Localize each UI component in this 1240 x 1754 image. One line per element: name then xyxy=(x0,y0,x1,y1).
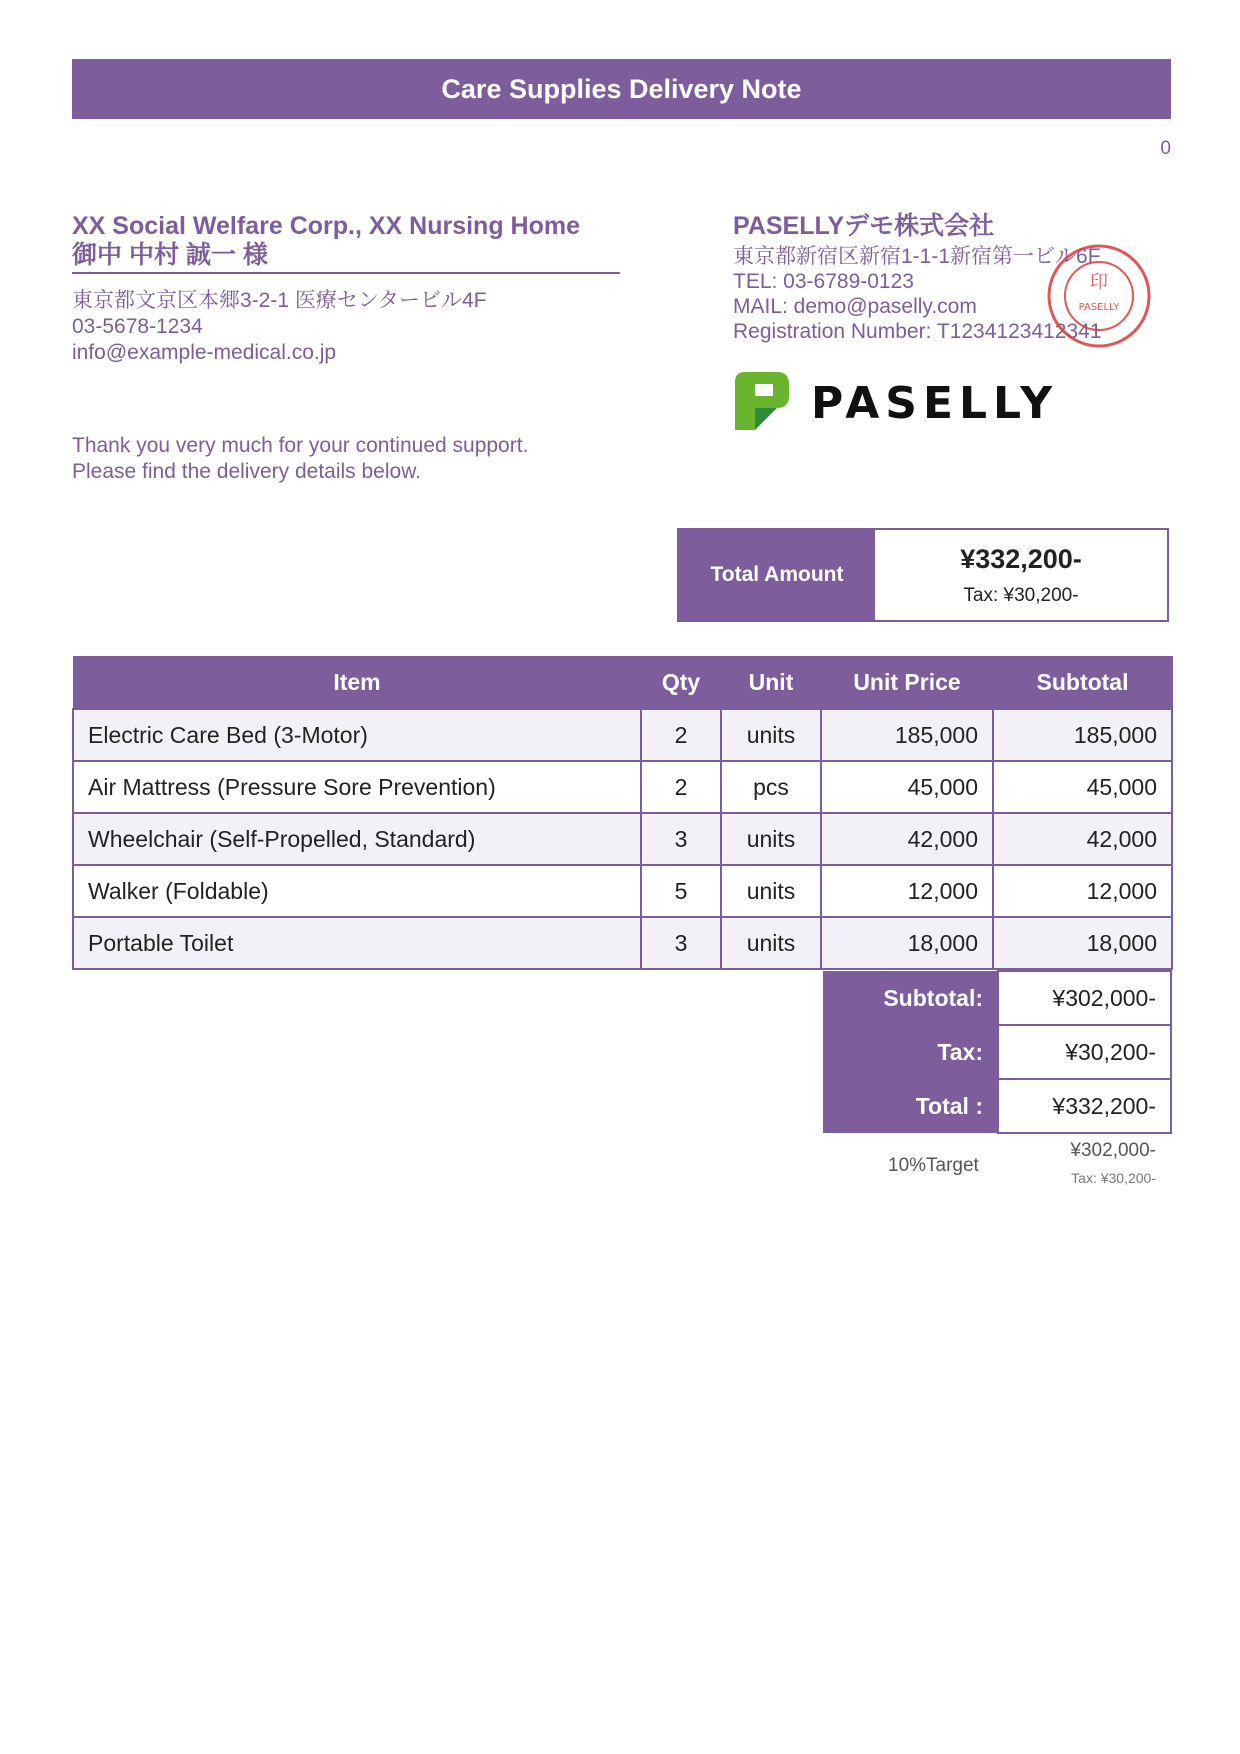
table-header-row xyxy=(73,656,1172,709)
summary-tax-label: Tax: xyxy=(823,1025,998,1079)
company-logo xyxy=(733,370,1063,432)
summary-subtotal-value: ¥302,000- xyxy=(998,971,1171,1025)
row-unit-price: 12,000 xyxy=(821,865,993,917)
table-row xyxy=(73,917,1172,969)
greeting-line2: Please find the delivery details below. xyxy=(72,460,422,483)
issuer-tel: TEL: 03-6789-0123 xyxy=(733,270,914,293)
row-subtotal: 42,000 xyxy=(993,813,1172,865)
row-qty: 2 xyxy=(641,709,721,761)
items-table xyxy=(72,656,1173,970)
document-title: Care Supplies Delivery Note xyxy=(441,73,802,104)
row-subtotal: 45,000 xyxy=(993,761,1172,813)
total-amount-values xyxy=(875,530,1167,620)
tax-base-amount: ¥302,000- xyxy=(1070,1140,1156,1161)
table-row xyxy=(73,865,1172,917)
issuer-mail: MAIL: demo@paselly.com xyxy=(733,295,977,318)
table-row xyxy=(73,709,1172,761)
issuer-address: 東京都新宿区新宿1-1-1新宿第一ビル6F xyxy=(733,245,1101,268)
issuer-name: PASELLYデモ株式会社 xyxy=(733,212,995,240)
greeting-line1: Thank you very much for your continued support. xyxy=(72,434,529,457)
recipient-name-line1: XX Social Welfare Corp., XX Nursing Home xyxy=(72,212,580,240)
greeting-text xyxy=(72,433,528,485)
document-title-bar xyxy=(72,59,1171,119)
row-unit-price: 45,000 xyxy=(821,761,993,813)
summary-tax-row xyxy=(823,1025,1171,1079)
tax-rate-label: 10%Target xyxy=(888,1155,979,1176)
row-subtotal: 185,000 xyxy=(993,709,1172,761)
summary-subtotal-label: Subtotal: xyxy=(823,971,998,1025)
total-amount-tax: Tax: ¥30,200- xyxy=(963,584,1079,606)
header-qty: Qty xyxy=(641,656,721,709)
row-unit-price: 185,000 xyxy=(821,709,993,761)
paselly-logo-icon xyxy=(733,370,1063,432)
row-item: Air Mattress (Pressure Sore Prevention) xyxy=(73,761,641,813)
issuer-registration: Registration Number: T1234123412341 xyxy=(733,320,1102,343)
header-unit: Unit xyxy=(721,656,821,709)
table-row xyxy=(73,761,1172,813)
row-subtotal: 18,000 xyxy=(993,917,1172,969)
recipient-address: 東京都文京区本郷3-2-1 医療センタービル4F xyxy=(72,289,487,312)
recipient-info xyxy=(72,288,620,366)
total-amount-box xyxy=(677,528,1169,622)
row-item: Portable Toilet xyxy=(73,917,641,969)
row-unit: units xyxy=(721,865,821,917)
recipient-phone: 03-5678-1234 xyxy=(72,315,203,338)
recipient-block xyxy=(72,212,620,366)
summary-total-label: Total : xyxy=(823,1079,998,1133)
summary-subtotal-row xyxy=(823,971,1171,1025)
total-amount-label: Total Amount xyxy=(679,530,875,620)
row-item: Electric Care Bed (3-Motor) xyxy=(73,709,641,761)
row-unit-price: 42,000 xyxy=(821,813,993,865)
tax-amount-small: Tax: ¥30,200- xyxy=(1071,1170,1156,1186)
row-qty: 3 xyxy=(641,813,721,865)
total-amount-value: ¥332,200- xyxy=(960,543,1082,574)
row-unit: units xyxy=(721,917,821,969)
row-item: Walker (Foldable) xyxy=(73,865,641,917)
svg-text:印: 印 xyxy=(1090,272,1108,293)
recipient-name-line2: 御中 中村 誠一 様 xyxy=(72,241,268,269)
header-subtotal: Subtotal xyxy=(993,656,1172,709)
document-number: 0 xyxy=(1160,138,1171,159)
summary-tax-value: ¥30,200- xyxy=(998,1025,1171,1079)
row-unit: units xyxy=(721,709,821,761)
header-item: Item xyxy=(73,656,641,709)
recipient-email: info@example-medical.co.jp xyxy=(72,341,337,364)
row-item: Wheelchair (Self-Propelled, Standard) xyxy=(73,813,641,865)
row-unit: pcs xyxy=(721,761,821,813)
summary-table xyxy=(823,970,1172,1134)
row-qty: 3 xyxy=(641,917,721,969)
recipient-underline xyxy=(72,272,620,274)
summary-total-row xyxy=(823,1079,1171,1133)
header-unit-price: Unit Price xyxy=(821,656,993,709)
row-qty: 2 xyxy=(641,761,721,813)
logo-text: PASELLY xyxy=(811,378,1059,429)
summary-total-value: ¥332,200- xyxy=(998,1079,1171,1133)
company-seal-stamp xyxy=(1043,240,1155,352)
row-unit-price: 18,000 xyxy=(821,917,993,969)
row-qty: 5 xyxy=(641,865,721,917)
stamp-text: PASELLY xyxy=(1078,302,1120,313)
row-unit: units xyxy=(721,813,821,865)
row-subtotal: 12,000 xyxy=(993,865,1172,917)
table-row xyxy=(73,813,1172,865)
